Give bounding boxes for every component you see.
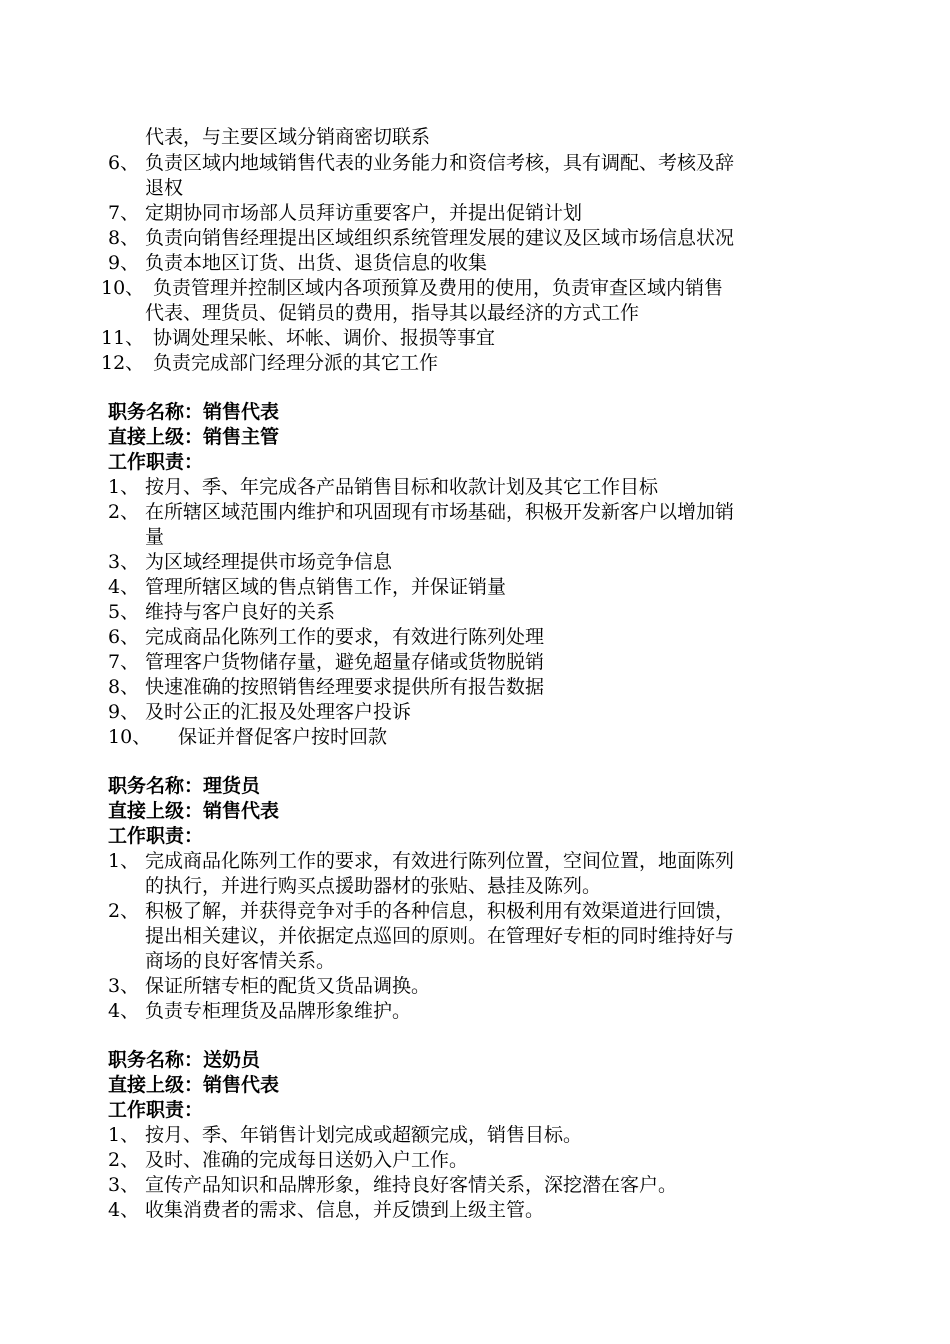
list-item-text: 及时公正的汇报及处理客户投诉: [145, 701, 412, 723]
list-item-text: 管理所辖区域的售点销售工作，并保证销量: [145, 576, 507, 598]
list-item-text: 商场的良好客情关系。: [145, 950, 336, 972]
list-item-text: 协调处理呆帐、坏帐、调价、报损等事宜: [153, 327, 496, 349]
list-item-text: 负责区域内地域销售代表的业务能力和资信考核，具有调配、考核及辞: [145, 152, 735, 174]
list-item-text: 量: [145, 526, 165, 548]
list-item-number: 1、: [108, 1124, 140, 1146]
list-item-number: 12、: [101, 352, 145, 374]
list-item-number: 11、: [101, 327, 145, 349]
list-item-text: 维持与客户良好的关系: [145, 601, 336, 623]
section-superior: 直接上级：销售主管: [108, 426, 280, 448]
list-item-text: 管理客户货物储存量，避免超量存储或货物脱销: [145, 651, 545, 673]
list-item-text: 负责专柜理货及品牌形象维护。: [145, 1000, 412, 1022]
list-item-text: 定期协同市场部人员拜访重要客户，并提出促销计划: [145, 202, 583, 224]
list-item-text: 完成商品化陈列工作的要求，有效进行陈列处理: [145, 626, 545, 648]
list-item-number: 2、: [108, 1149, 140, 1171]
list-item-text: 负责管理并控制区域内各项预算及费用的使用，负责审查区域内销售: [153, 277, 724, 299]
list-item-number: 2、: [108, 501, 140, 523]
list-item-number: 4、: [108, 1199, 140, 1221]
list-item-number: 1、: [108, 850, 140, 872]
list-item-number: 8、: [108, 676, 140, 698]
list-item-text: 积极了解，并获得竞争对手的各种信息，积极利用有效渠道进行回馈，: [145, 900, 735, 922]
list-item-number: 9、: [108, 252, 140, 274]
list-item-number: 4、: [108, 576, 140, 598]
list-item-number: 5、: [108, 601, 140, 623]
list-item-text: 快速准确的按照销售经理要求提供所有报告数据: [145, 676, 545, 698]
list-item-text: 提出相关建议，并依据定点巡回的原则。在管理好专柜的同时维持好与: [145, 925, 735, 947]
list-item-number: 3、: [108, 975, 140, 997]
list-item-number: 10、: [101, 277, 145, 299]
list-item-number: 6、: [108, 152, 140, 174]
list-item-text: 保证并督促客户按时回款: [178, 726, 388, 748]
list-item-text: 负责本地区订货、出货、退货信息的收集: [145, 252, 488, 274]
section-duties-label: 工作职责：: [108, 1099, 204, 1121]
list-item-number: 9、: [108, 701, 140, 723]
section-superior: 直接上级：销售代表: [108, 800, 280, 822]
list-item-text: 按月、季、年完成各产品销售目标和收款计划及其它工作目标: [145, 476, 659, 498]
list-item-text: 在所辖区域范围内维护和巩固现有市场基础，积极开发新客户以增加销: [145, 501, 735, 523]
section-duties-label: 工作职责：: [108, 825, 204, 847]
list-item-number: 7、: [108, 651, 140, 673]
section-title: 职务名称：销售代表: [108, 401, 280, 423]
list-item-text: 代表，与主要区域分销商密切联系: [145, 126, 431, 148]
section-title: 职务名称：理货员: [108, 775, 261, 797]
section-superior: 直接上级：销售代表: [108, 1074, 280, 1096]
list-item-text: 完成商品化陈列工作的要求，有效进行陈列位置，空间位置，地面陈列: [145, 850, 735, 872]
list-item-text: 负责向销售经理提出区域组织系统管理发展的建议及区域市场信息状况: [145, 227, 735, 249]
list-item-text: 负责完成部门经理分派的其它工作: [153, 352, 439, 374]
list-item-text: 代表、理货员、促销员的费用，指导其以最经济的方式工作: [145, 302, 640, 324]
section-title: 职务名称：送奶员: [108, 1049, 261, 1071]
list-item-text: 宣传产品知识和品牌形象，维持良好客情关系，深挖潜在客户。: [145, 1174, 678, 1196]
list-item-text: 及时、准确的完成每日送奶入户工作。: [145, 1149, 469, 1171]
list-item-number: 3、: [108, 551, 140, 573]
list-item-text: 为区域经理提供市场竞争信息: [145, 551, 393, 573]
list-item-text: 退权: [145, 177, 184, 199]
list-item-number: 8、: [108, 227, 140, 249]
section-duties-label: 工作职责：: [108, 451, 204, 473]
list-item-number: 2、: [108, 900, 140, 922]
list-item-number: 10、: [108, 726, 152, 748]
list-item-text: 按月、季、年销售计划完成或超额完成，销售目标。: [145, 1124, 583, 1146]
list-item-number: 4、: [108, 1000, 140, 1022]
list-item-text: 的执行，并进行购买点援助器材的张贴、悬挂及陈列。: [145, 875, 602, 897]
list-item-number: 1、: [108, 476, 140, 498]
list-item-number: 3、: [108, 1174, 140, 1196]
list-item-number: 6、: [108, 626, 140, 648]
list-item-text: 保证所辖专柜的配货又货品调换。: [145, 975, 431, 997]
list-item-text: 收集消费者的需求、信息，并反馈到上级主管。: [145, 1199, 545, 1221]
list-item-number: 7、: [108, 202, 140, 224]
